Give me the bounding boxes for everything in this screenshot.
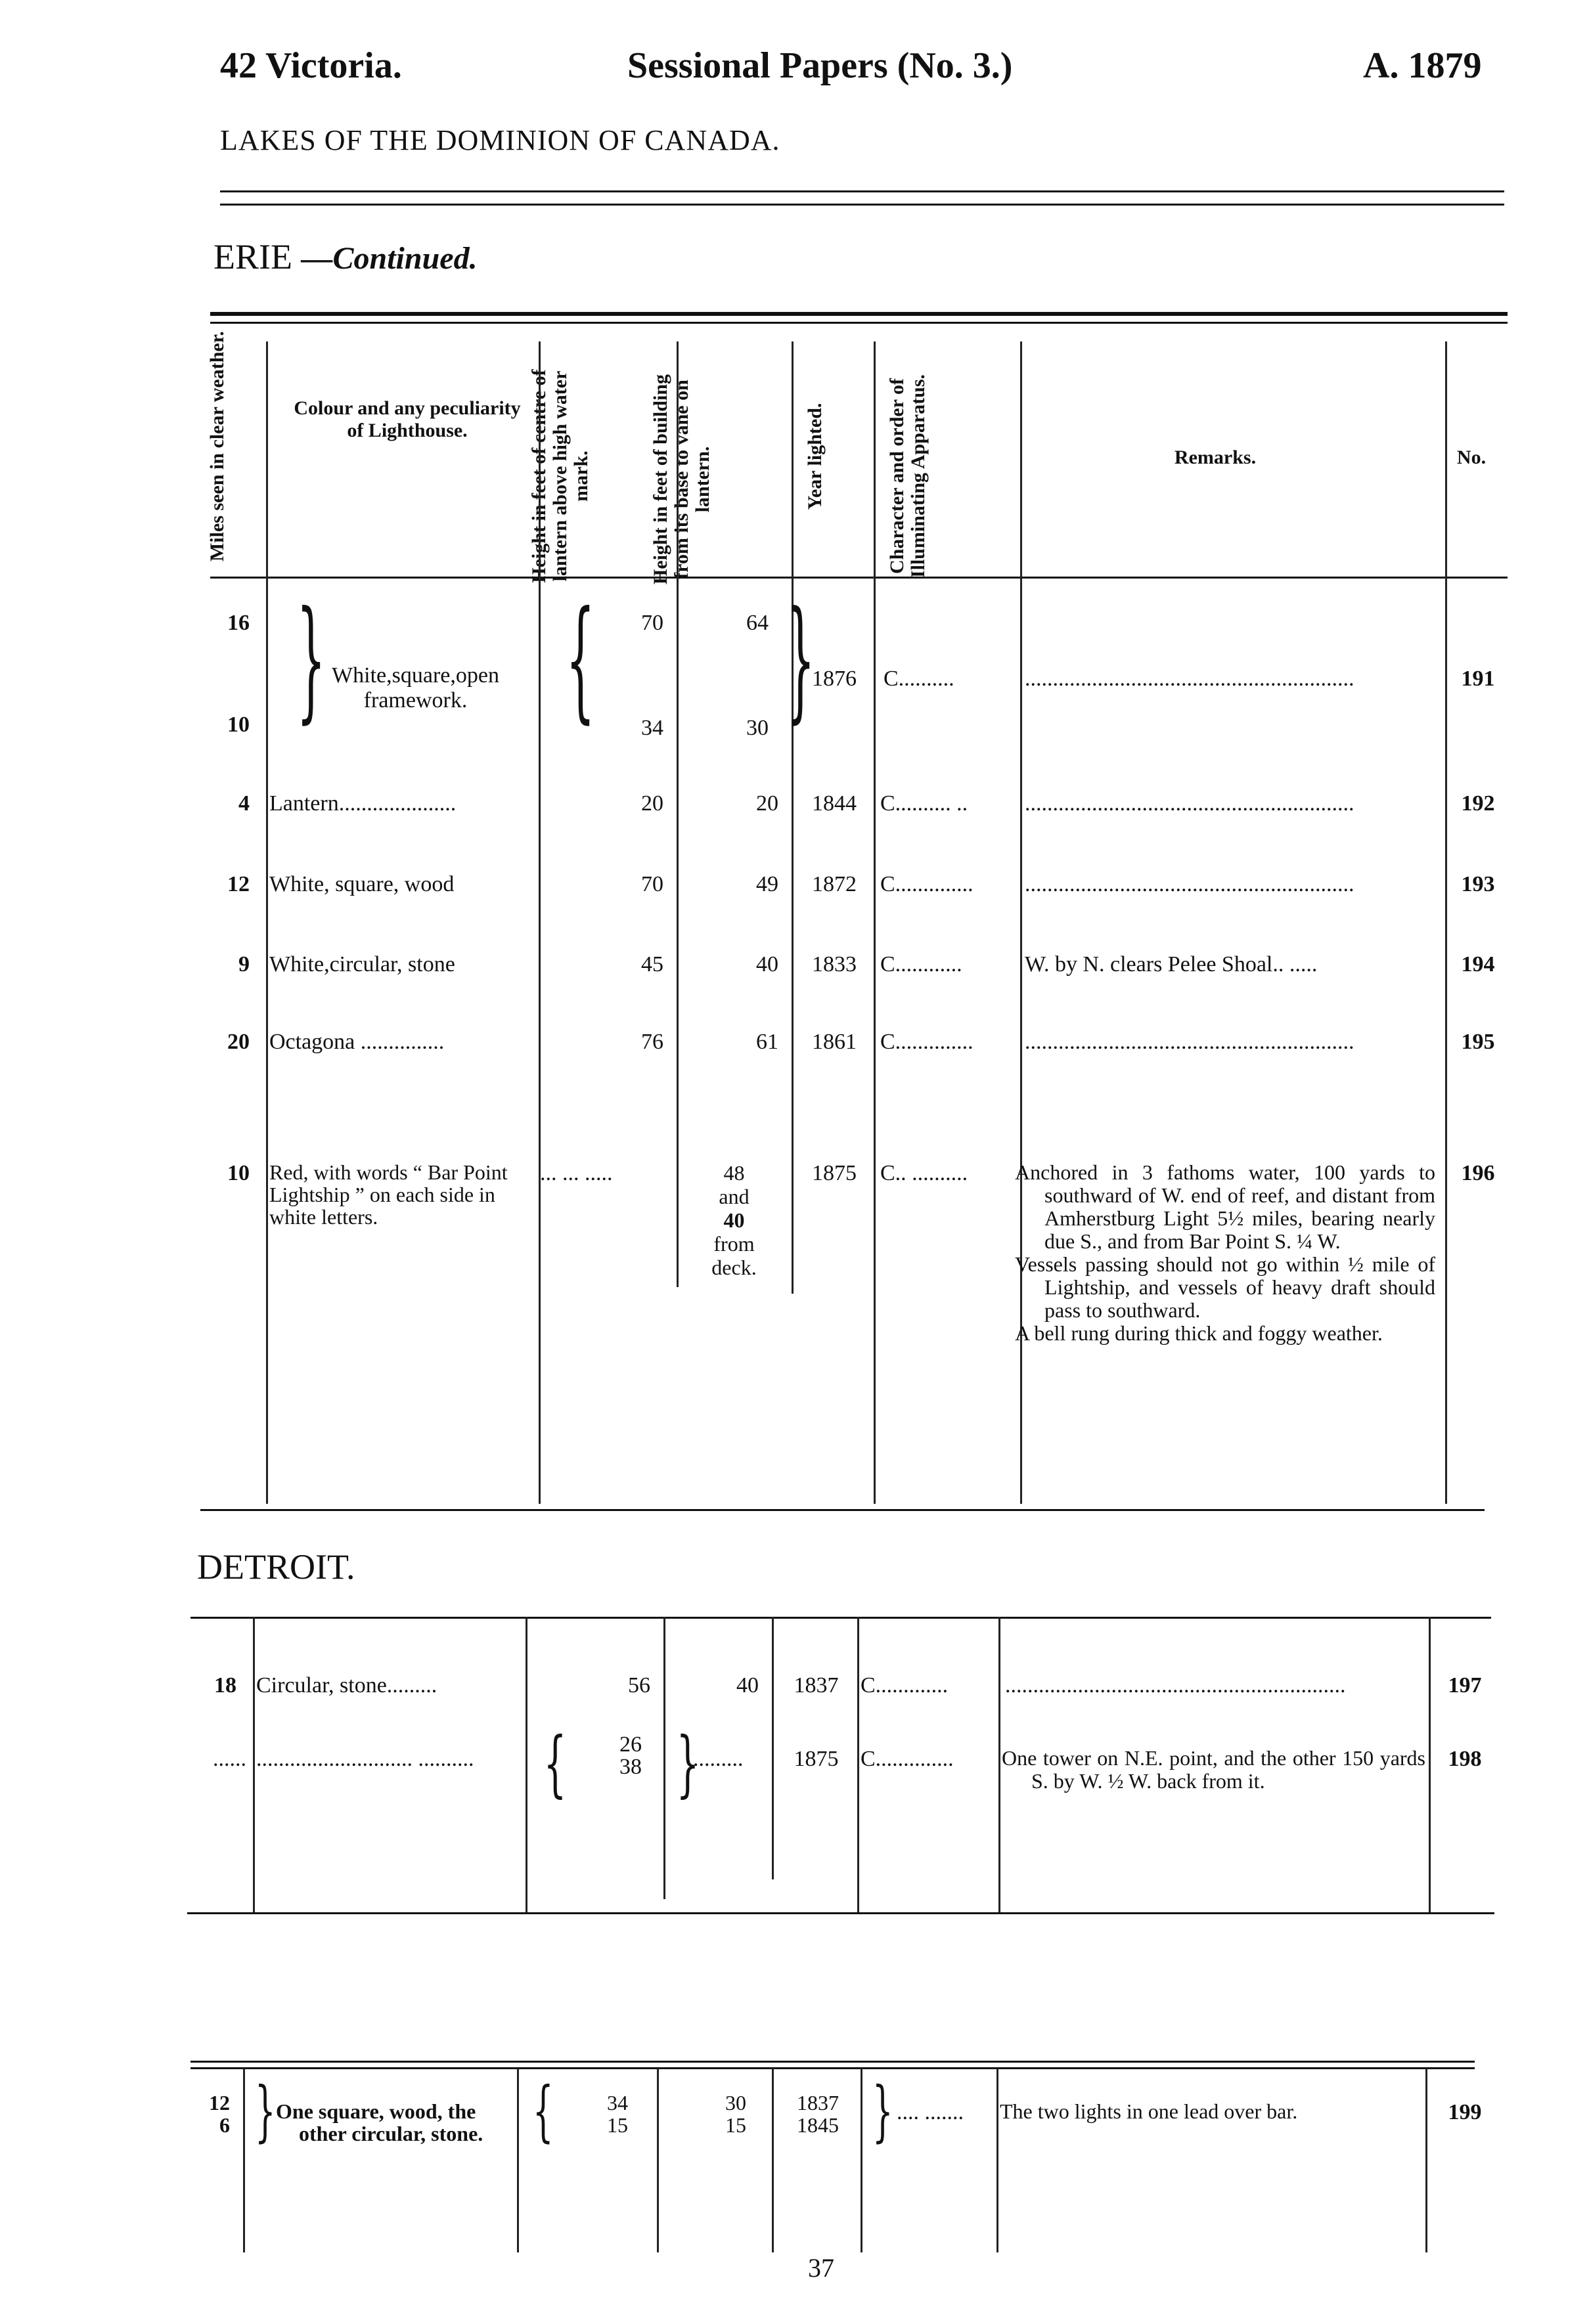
height-lantern-cell: ... ... .....: [540, 1161, 613, 1185]
remarks-cell: One tower on N.E. point, and the other 150 yards S. by W. ½ W. back from it.: [1002, 1746, 1425, 1793]
number-cell: 198: [1448, 1747, 1482, 1771]
miles-cell: 18: [214, 1673, 236, 1698]
last-col-rule: [861, 2069, 862, 2252]
colour-cell: Circular, stone.........: [256, 1673, 437, 1698]
colour-cell: White,square,open framework.: [332, 663, 499, 713]
year-cell: 1875: [812, 1161, 857, 1185]
colour-cell: Red, with words “ Bar Point Lightship ” on each side in white letters.: [269, 1160, 508, 1229]
remarks-paragraph: A bell rung during thick and foggy weather.: [1015, 1321, 1383, 1345]
height-lantern-line: 34: [607, 2091, 628, 2115]
miles-header-label: Miles seen in clear weather.: [206, 331, 228, 561]
detroit-bottom-rule: [187, 1912, 1494, 1914]
document-subtitle: LAKES OF THE DOMINION OF CANADA.: [220, 124, 780, 156]
remarks-cell: The two lights in one lead over bar.: [1000, 2099, 1298, 2123]
table-head-bottom-rule: [210, 577, 1508, 579]
erie-col-rule: [1445, 341, 1447, 1504]
remarks-cell: ...........................................................: [1025, 791, 1354, 816]
number-cell: 193: [1461, 872, 1495, 896]
character-cell: C..............: [880, 872, 974, 896]
remarks-cell: W. by N. clears Pelee Shoal.. .....: [1025, 952, 1318, 976]
detroit-col-rule: [998, 1617, 1000, 1912]
column-header-colour: Colour and any peculiarity of Lighthouse.: [294, 397, 521, 441]
miles-cell: 16: [227, 611, 250, 635]
character-cell: C..............: [880, 1030, 974, 1054]
height-lantern-cell: [591, 2092, 644, 2136]
number-cell: 195: [1461, 1030, 1495, 1054]
character-cell: C............: [880, 952, 962, 976]
table-top-rule-2: [210, 322, 1508, 324]
height-lantern-line: 38: [619, 1755, 642, 1779]
height-lantern-cell: 45: [641, 952, 663, 976]
colour-cell: Octagona ...............: [269, 1030, 445, 1054]
year-cell: 1837: [794, 1673, 839, 1698]
height-building-cell: 40: [756, 952, 778, 976]
last-col-rule: [996, 2069, 998, 2252]
number-cell: 191: [1461, 667, 1495, 691]
right-brace-icon: }: [872, 2072, 893, 2149]
height-building-line: 30: [725, 2091, 746, 2115]
page-number: 37: [808, 2253, 834, 2283]
erie-col-rule: [874, 341, 876, 1504]
year-cell: 1872: [812, 872, 857, 896]
character-cell: C.......... ..: [880, 791, 968, 816]
height-building-line: deck.: [711, 1256, 757, 1279]
miles-cell: ......: [213, 1747, 246, 1771]
miles-line: 12: [209, 2091, 230, 2115]
column-header-remarks: Remarks.: [1174, 447, 1257, 468]
column-header-character: Character and order of Illuminating Apparatus.: [886, 374, 929, 579]
height-building-cell: 40: [736, 1673, 759, 1698]
right-brace-icon: }: [254, 2072, 276, 2149]
remarks-cell: ...........................................................: [1025, 1030, 1354, 1054]
detroit-col-rule: [857, 1617, 859, 1912]
last-block-top-rule-2: [190, 2067, 1475, 2069]
year-cell: 1833: [812, 952, 857, 976]
height-building-cell: 61: [756, 1030, 778, 1054]
miles-cell: 10: [227, 713, 250, 737]
year-cell: 1861: [812, 1030, 857, 1054]
right-brace-icon: }: [676, 1721, 700, 1805]
height-building-cell: [686, 1161, 782, 1279]
last-col-rule: [1425, 2069, 1427, 2252]
erie-col-rule: [677, 341, 679, 1287]
character-cell: C..............: [861, 1747, 954, 1771]
height-building-line: from: [713, 1232, 755, 1256]
last-col-rule: [772, 2069, 774, 2252]
height-lantern-cell: 56: [628, 1673, 650, 1698]
colour-cell: One square, wood, the other circular, stone.: [276, 2099, 483, 2145]
colour-cell: Lantern.....................: [269, 791, 457, 816]
last-block-top-rule: [190, 2061, 1475, 2063]
left-brace-icon: {: [532, 2072, 554, 2149]
number-cell: 199: [1448, 2100, 1482, 2124]
colour-cell: White, square, wood: [269, 872, 455, 896]
character-cell: C..........: [884, 667, 954, 691]
year-cell: [778, 2092, 857, 2136]
detroit-col-rule: [1429, 1617, 1431, 1912]
column-header-height-lantern: Height in feet of centre of lantern above high water mark.: [528, 369, 592, 583]
height-lantern-line: 26: [619, 1732, 642, 1757]
header-right: A. 1879: [1363, 45, 1482, 86]
height-building-cell: 64: [746, 611, 769, 635]
year-cell: 1875: [794, 1747, 839, 1771]
table-top-rule: [210, 312, 1508, 316]
remarks-cell: ...........................................................: [1025, 667, 1354, 691]
remarks-cell: .............................................................: [1005, 1673, 1346, 1698]
miles-cell: 9: [238, 952, 250, 976]
last-col-rule: [243, 2069, 245, 2252]
remarks-paragraph: Vessels passing should not go within ½ mile of Lightship, and vessels of heavy draft should pass to southward.: [1015, 1252, 1435, 1322]
header-left: 42 Victoria.: [220, 45, 402, 86]
year-line: 1845: [797, 2113, 839, 2137]
header-rule-bottom: [220, 204, 1504, 206]
number-cell: 197: [1448, 1673, 1482, 1698]
height-building-cell: 20: [756, 791, 778, 816]
number-cell: 194: [1461, 952, 1495, 976]
detroit-col-rule: [526, 1617, 527, 1912]
last-col-rule: [517, 2069, 519, 2252]
miles-cell: [194, 2092, 230, 2136]
header-center: Sessional Papers (No. 3.): [627, 45, 1013, 86]
height-lantern-cell: 70: [641, 611, 663, 635]
height-building-cell: 49: [756, 872, 778, 896]
remarks-cell: [1015, 1161, 1435, 1345]
last-col-rule: [657, 2069, 659, 2252]
right-brace-icon: }: [296, 583, 326, 736]
height-lantern-cell: 20: [641, 791, 663, 816]
number-cell: 196: [1461, 1161, 1495, 1185]
height-lantern-cell: 34: [641, 716, 663, 740]
colour-cell: ............................ ..........: [256, 1747, 474, 1771]
detroit-col-rule: [253, 1617, 255, 1912]
erie-table-bottom-rule: [200, 1509, 1485, 1511]
header-rule-top: [220, 190, 1504, 192]
year-cell: 1876: [812, 667, 857, 691]
erie-col-rule: [792, 341, 794, 1294]
height-building-line: 48: [723, 1161, 745, 1185]
height-building-line: and: [719, 1185, 750, 1208]
remarks-paragraph: Anchored in 3 fathoms water, 100 yards to southward of W. end of reef, and distant from Amherstburg Light 5½ miles, bearing nearly due S., and from Bar Point S. ¼ W.: [1015, 1160, 1435, 1253]
section-name: ERIE: [213, 237, 292, 276]
height-lantern-cell: [604, 1734, 657, 1778]
section-title-erie: [213, 236, 478, 277]
year-cell: 1844: [812, 791, 857, 816]
miles-cell: 10: [227, 1161, 250, 1185]
detroit-col-rule: [663, 1617, 665, 1899]
miles-cell: 12: [227, 872, 250, 896]
section-continued: —Continued.: [301, 241, 478, 276]
column-header-year: Year lighted.: [804, 403, 826, 510]
height-lantern-cell: 76: [641, 1030, 663, 1054]
miles-line: 6: [219, 2113, 230, 2137]
detroit-top-rule: [190, 1617, 1491, 1619]
character-cell: C.. ..........: [880, 1161, 968, 1185]
miles-cell: 20: [227, 1030, 250, 1054]
character-cell: C.............: [861, 1673, 949, 1698]
height-building-cell: [709, 2092, 762, 2136]
miles-cell: 4: [238, 791, 250, 816]
detroit-col-rule: [772, 1617, 774, 1879]
column-header-no: No.: [1456, 447, 1487, 468]
section-title-detroit: DETROIT.: [197, 1547, 355, 1587]
colour-cell: White,circular, stone: [269, 952, 455, 976]
left-brace-icon: {: [566, 583, 595, 736]
height-lantern-cell: 70: [641, 872, 663, 896]
height-building-cell: 30: [746, 716, 769, 740]
erie-col-rule: [266, 341, 268, 1504]
height-building-cell: .........: [693, 1747, 744, 1771]
right-brace-icon: }: [786, 583, 815, 736]
left-brace-icon: {: [543, 1721, 567, 1805]
height-building-line: 40: [723, 1208, 745, 1232]
character-cell: .... .......: [897, 2100, 964, 2124]
height-lantern-line: 15: [607, 2113, 628, 2137]
year-line: 1837: [797, 2091, 839, 2115]
erie-col-rule: [539, 341, 541, 1504]
remarks-cell: ...........................................................: [1025, 872, 1354, 896]
number-cell: 192: [1461, 791, 1495, 816]
column-header-height-building: Height in feet of building from its base to vane on lantern.: [650, 374, 713, 585]
height-building-line: 15: [725, 2113, 746, 2137]
